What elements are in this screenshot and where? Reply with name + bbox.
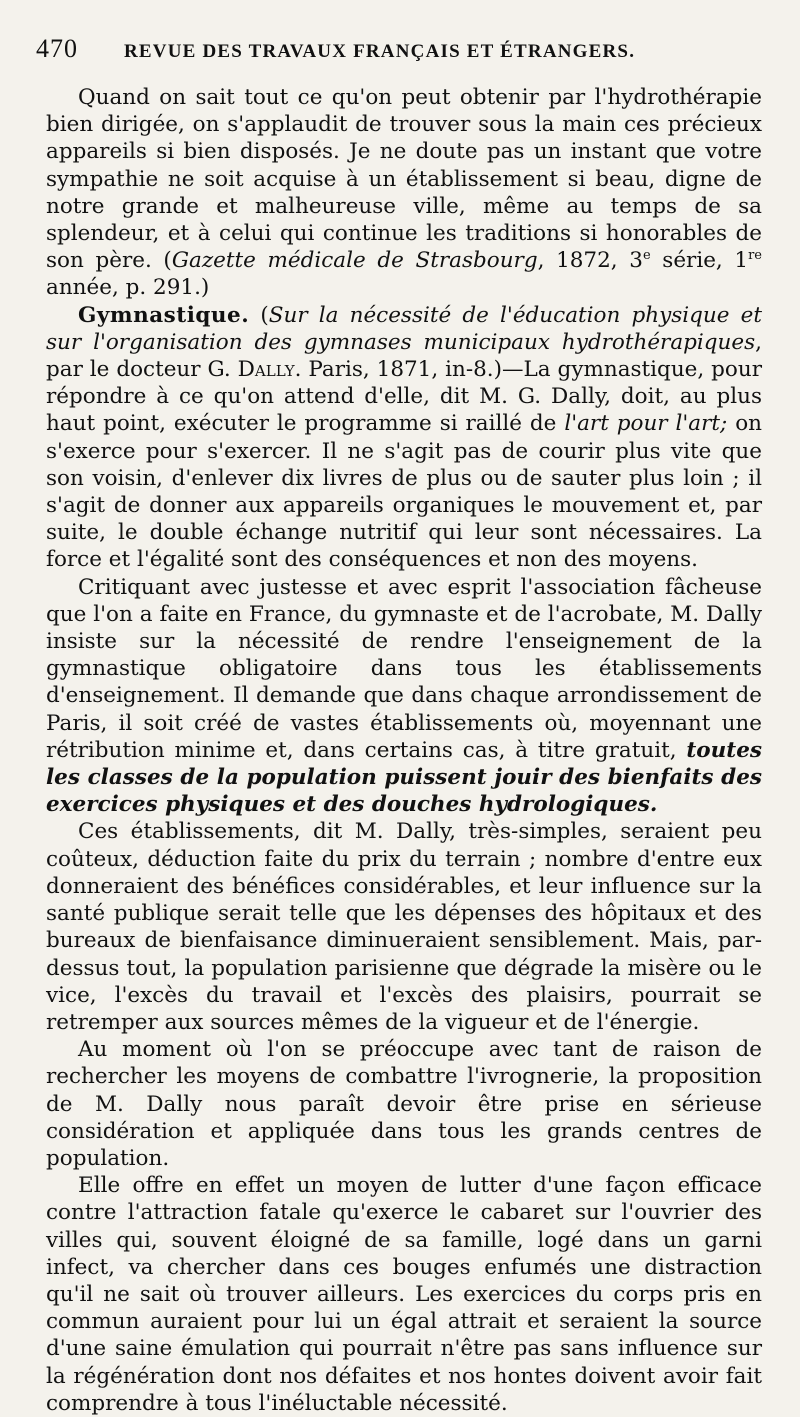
- p2-by: , par le docteur G.: [46, 329, 762, 383]
- paragraph-1: [36, 84, 762, 302]
- citation-sup-e: e: [642, 248, 651, 264]
- p1-text: Quand on sait tout ce qu'on peut obtenir par l'hydrothérapie bien dirigée, on s'applaudit de trouver sous la main ces précieux appareils si bien disposés. Je ne doute pas un instant que votre sympathie ne soit acquise à un établissement si beau, digne de notre grande et malheureuse ville, même au temps de sa splendeur, et à celui qui continue les traditions si honorables de son père. (: [46, 85, 762, 274]
- p2-pub: . Paris, 1871, in-8.)—La gymnastique, pour répondre à ce qu'on attend d'elle, dit M. G. Dally, doit, au plus haut point, exécuter le programme si raillé de: [46, 357, 762, 437]
- p2-rest: on s'exerce pour s'exercer. Il ne s'agit pas de courir plus vite que son voisin, d'enlever dix livres de plus ou de sauter plus loin ; il s'agit de donner aux appareils organiques le mouvement et, par suite, le double échange nutritif qui leur sont nécessaires. La force et l'égalité sont des conséquences et non des moyens.: [46, 411, 762, 573]
- paragraph-6: [36, 1172, 762, 1417]
- page-number: 470: [36, 34, 78, 63]
- p4-text: Ces établissements, dit M. Dally, très-simples, seraient peu coûteux, déduction faite du prix du terrain ; nombre d'entre eux donneraient des bénéfices considérables, et leur influence sur la santé publique serait telle que les dépenses des hôpitaux et des bureaux de bienfaisance diminueraient sensiblement. Mais, par-dessus tout, la population parisienne que dégrade la misère ou le vice, l'excès du travail et l'excès des plaisirs, pourrait se retremper aux sources mêmes de la vigueur et de l'énergie.: [46, 819, 762, 1035]
- paragraph-5: [36, 1036, 762, 1172]
- p6-text: Elle offre en effet un moyen de lutter d'une façon efficace contre l'attraction fatale qu'exerce le cabaret sur l'ouvrier des villes qui, souvent éloigné de sa famille, logé dans un garni infect, va chercher dans ces bouges enfumés une distraction qu'il ne sait où trouver ailleurs. Les exercices du corps pris en commun auraient pour lui un égal attrait et seraient la source d'une saine émulation qui pourrait n'être pas sans influence sur la régénération dont nos défaites et nos hontes doivent avoir fait comprendre à tous l'inéluctable nécessité.: [46, 1173, 762, 1416]
- p3-text: Critiquant avec justesse et avec esprit l'association fâcheuse que l'on a faite en France, du gymnaste et de l'acrobate, M. Dally insiste sur la nécessité de rendre l'enseignement de la gymnastique obligatoire dans tous les établissements d'enseignement. Il demande que dans chaque arrondissement de Paris, il soit créé de vastes établissements où, moyennant une rétribution minime et, dans certains cas, à titre gratuit,: [46, 574, 762, 763]
- citation-end: année, p. 291.): [46, 275, 210, 301]
- p2-open: (: [249, 302, 269, 328]
- running-title: REVUE DES TRAVAUX FRANÇAIS ET ÉTRANGERS.: [124, 41, 636, 62]
- p3-italic: toutes les classes de la population puissent jouir des bienfaits des exercices physiques et des douches hydrologiques.: [46, 737, 762, 818]
- paragraph-2: [36, 302, 762, 574]
- author-name: Dally: [237, 357, 295, 383]
- citation-journal: Gazette médicale de Strasbourg: [171, 248, 538, 274]
- citation-serie: série, 1: [650, 248, 749, 274]
- paragraph-4: [36, 818, 762, 1036]
- art-phrase: l'art pour l'art;: [564, 411, 728, 437]
- citation-sup-re: re: [748, 248, 763, 264]
- citation-year: , 1872, 3: [537, 248, 643, 274]
- section-heading: Gymnastique.: [78, 302, 250, 328]
- book-title: Sur la nécessité de l'éducation physique et sur l'organisation des gymnases municipaux hydrothérapiques: [46, 302, 762, 355]
- p5-text: Au moment où l'on se préoccupe avec tant de raison de rechercher les moyens de combattre l'ivrognerie, la proposition de M. Dally nous paraît devoir être prise en sérieuse considération et appliquée dans tous les grands centres de population.: [46, 1037, 762, 1171]
- page-header: [36, 34, 762, 74]
- article-body: [36, 84, 762, 1417]
- paragraph-3: [36, 574, 762, 819]
